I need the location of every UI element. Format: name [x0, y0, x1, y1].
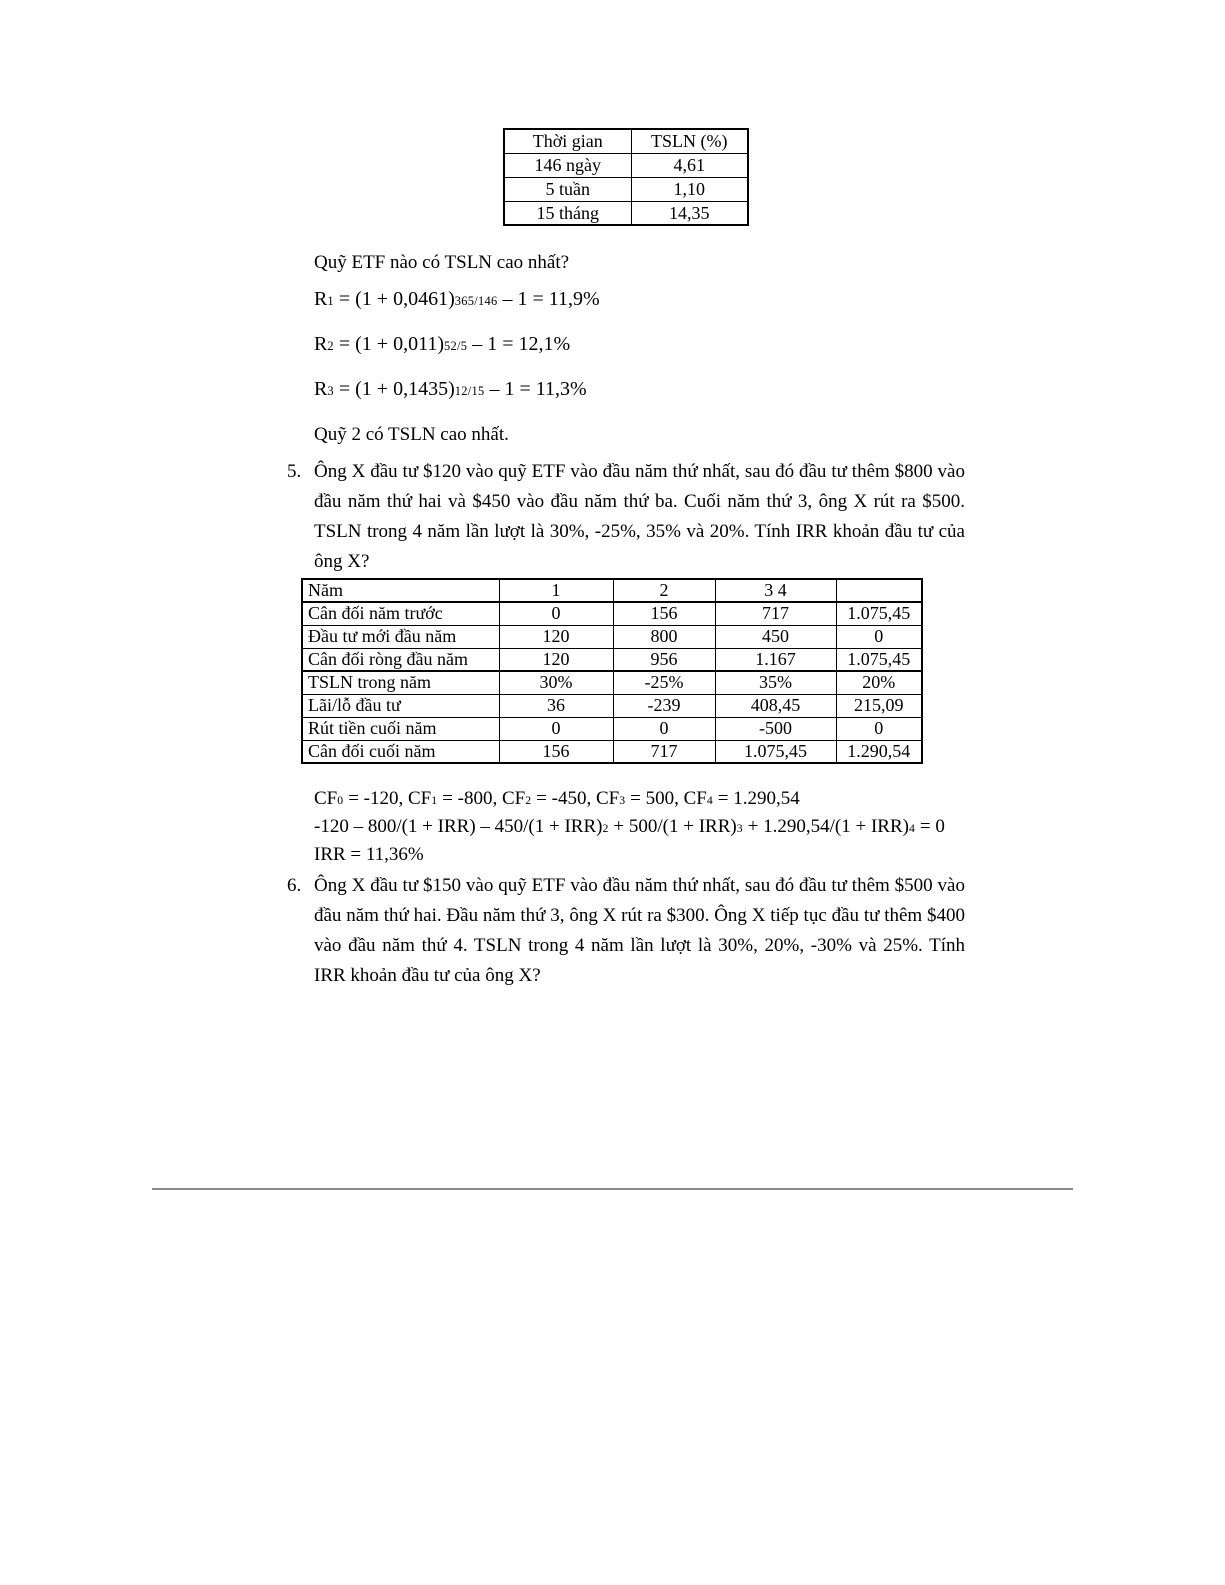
- table-cell: TSLN trong năm: [302, 671, 499, 694]
- table-cell: 0: [499, 717, 613, 740]
- formula-text: + 500/(1 + IRR): [608, 816, 737, 837]
- formula-r3: [314, 377, 587, 404]
- subscript-text: 12/15: [454, 384, 485, 398]
- irr-result-line: [314, 842, 945, 868]
- subscript-text: 2: [525, 794, 532, 807]
- table-header-row: [504, 129, 748, 153]
- table-body: [302, 579, 922, 763]
- problem-5-number: 5.: [287, 461, 302, 482]
- table-body: [504, 129, 748, 225]
- table-cell: -25%: [613, 671, 715, 694]
- table-cell: 717: [613, 740, 715, 763]
- table-cell: 408,45: [715, 694, 836, 717]
- table-row: [302, 671, 922, 694]
- subscript-text: 2: [602, 822, 609, 835]
- header-cell: Thời gian: [504, 129, 631, 153]
- table-row: [302, 694, 922, 717]
- header-cell: 2: [613, 579, 715, 602]
- formula-text: = -120, CF: [343, 788, 432, 809]
- table-cell: Đầu tư mới đầu năm: [302, 625, 499, 648]
- table-cell: 30%: [499, 671, 613, 694]
- table-row: [302, 740, 922, 763]
- subscript-text: 1: [327, 294, 334, 308]
- formula-r1: [314, 287, 600, 314]
- formula-text: R: [314, 288, 328, 310]
- table-cell: 20%: [836, 671, 922, 694]
- conclusion-line: Quỹ 2 có TSLN cao nhất.: [314, 424, 509, 445]
- table-cell: 14,35: [631, 201, 748, 225]
- table-cell: 146 ngày: [504, 153, 631, 177]
- subscript-text: 3: [619, 794, 626, 807]
- table-header-row: [302, 579, 922, 602]
- header-cell: [836, 579, 922, 602]
- header-cell: Năm: [302, 579, 499, 602]
- irr-equation-line: [314, 814, 945, 842]
- formula-text: CF: [314, 788, 338, 809]
- question-line: Quỹ ETF nào có TSLN cao nhất?: [314, 252, 570, 273]
- table-row: [302, 717, 922, 740]
- subscript-text: 4: [908, 822, 916, 835]
- table-cell: Lãi/lỗ đầu tư: [302, 694, 499, 717]
- formula-text: = 0: [915, 816, 945, 837]
- table-cell: 1.075,45: [836, 648, 922, 671]
- table-cell: 120: [499, 648, 613, 671]
- table-cell: 717: [715, 602, 836, 625]
- table-cell: 120: [499, 625, 613, 648]
- table-cell: 1.075,45: [836, 602, 922, 625]
- problem-6-number: 6.: [287, 875, 302, 896]
- table-cell: -239: [613, 694, 715, 717]
- table-cell: 215,09: [836, 694, 922, 717]
- formula-text: = -450, CF: [531, 788, 620, 809]
- irr-computation-table: [301, 578, 923, 764]
- footer-divider-rule: [152, 1188, 1073, 1190]
- table-cell: 156: [499, 740, 613, 763]
- table-cell: 0: [836, 717, 922, 740]
- formula-text: = 1.290,54: [713, 788, 800, 809]
- table-cell: 1.167: [715, 648, 836, 671]
- formula-text: IRR = 11,36%: [314, 844, 424, 865]
- subscript-text: 3: [736, 822, 743, 835]
- table-cell: 36: [499, 694, 613, 717]
- table-cell: Rút tiền cuối năm: [302, 717, 499, 740]
- table-cell: 450: [715, 625, 836, 648]
- formula-text: R: [314, 378, 328, 400]
- formula-text: = -800, CF: [437, 788, 526, 809]
- table-cell: Cân đối ròng đầu năm: [302, 648, 499, 671]
- cf-values-line: [314, 786, 945, 814]
- table-cell: 956: [613, 648, 715, 671]
- table-cell: 35%: [715, 671, 836, 694]
- table-row: [302, 602, 922, 625]
- formula-text: = (1 + 0,011): [333, 333, 444, 355]
- formula-text: = (1 + 0,1435): [333, 378, 455, 400]
- table-row: [504, 153, 748, 177]
- table-row: [504, 177, 748, 201]
- subscript-text: 2: [327, 339, 334, 353]
- formula-text: + 1.290,54/(1 + IRR): [742, 816, 909, 837]
- header-cell: TSLN (%): [631, 129, 748, 153]
- table-cell: 0: [499, 602, 613, 625]
- table-cell: -500: [715, 717, 836, 740]
- subscript-text: 3: [327, 384, 334, 398]
- table-cell: Cân đối năm trước: [302, 602, 499, 625]
- table-cell: 1.290,54: [836, 740, 922, 763]
- problem-5-text: Ông X đầu tư $120 vào quỹ ETF vào đầu năm thứ nhất, sau đó đầu tư thêm $800 vào đầu năm thứ hai và $450 vào đầu năm thứ ba. Cuối năm thứ 3, ông X rút ra $500. TSLN trong 4 năm lần lượt là 30%, -25%, 35% và 20%. Tính IRR khoản đầu tư của ông X?: [314, 461, 965, 572]
- problem-6-text: Ông X đầu tư $150 vào quỹ ETF vào đầu năm thứ nhất, sau đó đầu tư thêm $500 vào đầu năm thứ hai. Đầu năm thứ 3, ông X rút ra $300. Ông X tiếp tục đầu tư thêm $400 vào đầu năm thứ 4. TSLN trong 4 năm lần lượt là 30%, 20%, -30% và 25%. Tính IRR khoản đầu tư của ông X?: [314, 875, 965, 986]
- formula-text: -120 – 800/(1 + IRR) – 450/(1 + IRR): [314, 816, 603, 837]
- header-cell: 3 4: [715, 579, 836, 602]
- table-cell: 4,61: [631, 153, 748, 177]
- formula-text: R: [314, 333, 328, 355]
- formula-text: – 1 = 11,3%: [484, 378, 587, 400]
- problem-6: [287, 871, 965, 991]
- table-cell: 5 tuần: [504, 177, 631, 201]
- formula-text: = 500, CF: [625, 788, 707, 809]
- table-row: [504, 201, 748, 225]
- problem-5: [287, 457, 965, 577]
- formula-text: – 1 = 12,1%: [467, 333, 571, 355]
- table-cell: 1,10: [631, 177, 748, 201]
- subscript-text: 4: [706, 794, 714, 807]
- subscript-text: 52/5: [443, 339, 468, 353]
- formula-text: – 1 = 11,9%: [497, 288, 600, 310]
- table-row: [302, 625, 922, 648]
- tsln-rate-table: [503, 128, 749, 226]
- formula-r2: [314, 332, 570, 359]
- cashflow-solution-block: [314, 786, 945, 868]
- table-cell: 800: [613, 625, 715, 648]
- table-cell: Cân đối cuối năm: [302, 740, 499, 763]
- subscript-text: 0: [337, 794, 344, 807]
- header-cell: 1: [499, 579, 613, 602]
- table-cell: 1.075,45: [715, 740, 836, 763]
- table-cell: 156: [613, 602, 715, 625]
- table-cell: 15 tháng: [504, 201, 631, 225]
- formula-text: = (1 + 0,0461): [333, 288, 455, 310]
- subscript-text: 1: [431, 794, 438, 807]
- table-cell: 0: [613, 717, 715, 740]
- table-cell: 0: [836, 625, 922, 648]
- subscript-text: 365/146: [454, 294, 498, 308]
- table-row: [302, 648, 922, 671]
